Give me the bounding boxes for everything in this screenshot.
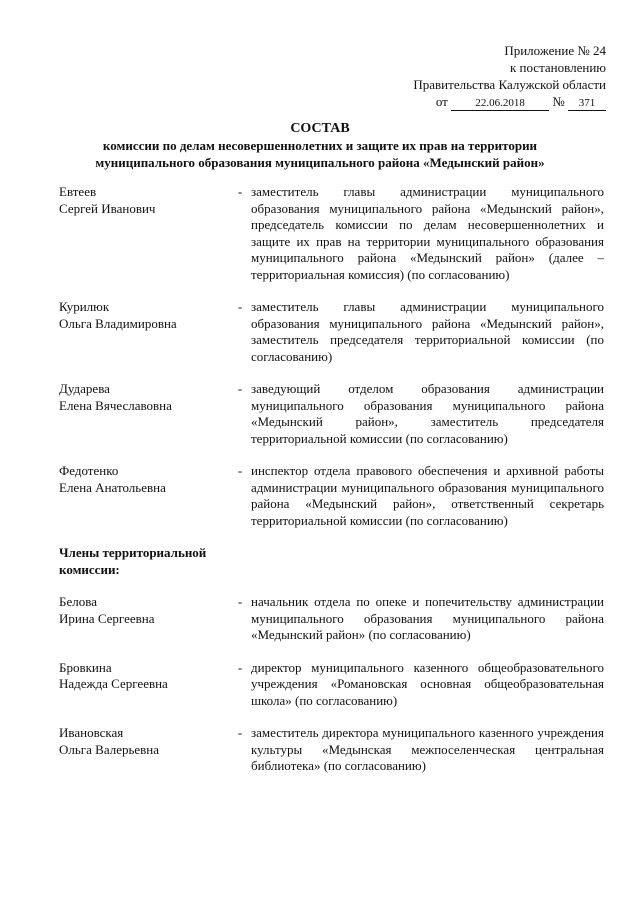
- person-surname: Белова: [59, 594, 97, 609]
- dash-separator: -: [237, 594, 243, 609]
- list-item: [59, 594, 604, 644]
- person-given-name: Елена Вячеславовна: [59, 397, 172, 413]
- dash-separator: -: [237, 463, 243, 478]
- person-given-name: Сергей Иванович: [59, 200, 156, 216]
- members-heading: Члены территориальной комиссии:: [59, 545, 207, 577]
- person-role: заместитель главы администрации муниципального образования муниципального района «Медынский район», заместитель председателя территориальной комиссии (по согласованию): [251, 299, 604, 364]
- dash-separator: -: [237, 659, 243, 675]
- person-given-name: Ольга Валерьевна: [59, 741, 160, 757]
- appendix-resolution-label: к постановлению: [509, 60, 606, 75]
- person-name: [59, 463, 229, 496]
- dash-separator: -: [237, 299, 243, 314]
- person-role: директор муниципального казенного общеобразовательного учреждения «Романовская основная общеобразовательная школа» (по согласованию): [251, 659, 604, 708]
- list-item: [59, 299, 604, 365]
- list-item: [59, 184, 604, 283]
- dash-separator: -: [237, 381, 243, 396]
- person-given-name: Ирина Сергеевна: [59, 610, 155, 626]
- person-role: заведующий отделом образования администрации муниципального образования муниципального района «Медынский район», заместитель председателя территориальной комиссии (по согласованию): [251, 381, 604, 446]
- document-title: [0, 120, 640, 171]
- person-name: [59, 725, 229, 758]
- person-role: инспектор отдела правового обеспечения и архивной работы администрации муниципального образования муниципального района «Медынский район», ответственный секретарь территориальной комиссии (по согласованию): [251, 463, 604, 528]
- list-item: [59, 463, 604, 529]
- title-main: СОСТАВ: [290, 121, 350, 136]
- appendix-header: [413, 42, 606, 111]
- person-surname: Дударева: [59, 381, 110, 396]
- person-given-name: Ольга Владимировна: [59, 315, 177, 331]
- person-surname: Федотенко: [59, 463, 119, 478]
- appendix-date-number-line: [413, 93, 606, 111]
- person-name: [59, 660, 229, 693]
- members-section: [59, 545, 604, 578]
- person-name: [59, 299, 229, 332]
- person-given-name: Надежда Сергеевна: [59, 676, 168, 691]
- resolution-number: 371: [568, 97, 606, 111]
- person-role: заместитель директора муниципального казенного учреждения культуры «Медынская межпоселенческая центральная библиотека» (по согласованию): [251, 725, 604, 773]
- composition-list: [59, 184, 604, 775]
- list-item: [59, 381, 604, 447]
- person-given-name: Елена Анатольевна: [59, 479, 166, 495]
- person-surname: Бровкина: [59, 659, 112, 675]
- list-item: [59, 725, 604, 775]
- appendix-government: Правительства Калужской области: [413, 77, 606, 92]
- person-surname: Ивановская: [59, 725, 124, 740]
- title-subtitle-line-1: комиссии по делам несовершеннолетних и защите их прав на территории: [102, 138, 538, 153]
- person-name: [59, 381, 229, 414]
- person-surname: Курилюк: [59, 299, 110, 314]
- dash-separator: -: [237, 725, 243, 740]
- dash-separator: -: [237, 184, 243, 199]
- person-surname: Евтеев: [59, 184, 97, 199]
- list-item: [59, 660, 604, 710]
- person-role: заместитель главы администрации муниципального образования муниципального района «Медынский район», председатель комиссии по делам несовершеннолетних и защите их прав на территории муниципального образования муниципального района «Медынский район» (далее – территориальная комиссия) (по согласованию): [251, 184, 604, 282]
- person-name: [59, 594, 229, 627]
- resolution-date: 22.06.2018: [451, 97, 549, 111]
- person-role: начальник отдела по опеке и попечительству администрации муниципального образования муниципального района «Медынский район» (по согласованию): [251, 594, 604, 642]
- person-name: [59, 184, 229, 217]
- number-label: №: [552, 94, 565, 109]
- title-subtitle-line-2: муниципального образования муниципального района «Медынский район»: [95, 154, 545, 170]
- appendix-number: Приложение № 24: [504, 43, 606, 58]
- from-label: от: [435, 94, 448, 109]
